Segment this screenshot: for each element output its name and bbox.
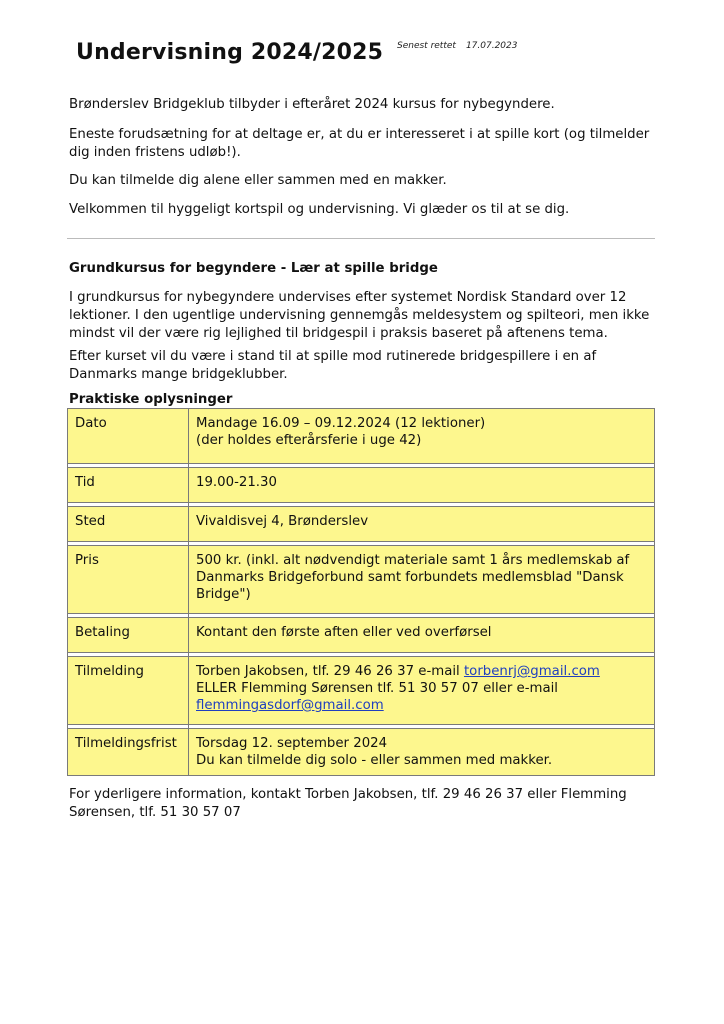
row-label: Tid — [68, 468, 189, 503]
course-paragraph-1: I grundkursus for nybegyndere undervises efter systemet Nordisk Standard over 12 lektioner. I den ugentlige undervisning gennemgås meldesystem og spilteori, men ikke mindst vil der være rig lejlighed til bridgespil i praksis baseret på aftenens tema. — [69, 290, 650, 341]
row-label: Betaling — [68, 618, 189, 653]
practical-heading: Praktiske oplysninger — [69, 392, 233, 407]
revised-note — [397, 41, 517, 51]
intro-paragraph-1: Brønderslev Bridgeklub tilbyder i efteråret 2024 kursus for nybegyndere. — [69, 97, 555, 112]
row-label: Pris — [68, 546, 189, 614]
email-link-torben[interactable]: torbenrj@gmail.com — [463, 664, 600, 679]
row-value — [189, 409, 655, 464]
table-row-pris — [68, 546, 655, 614]
table-row-frist — [68, 729, 655, 776]
row-label: Dato — [68, 409, 189, 464]
tilmelding-line-3 — [196, 697, 648, 714]
row-label: Sted — [68, 507, 189, 542]
frist-line-1: Torsdag 12. september 2024 — [196, 736, 388, 751]
table-row-sted — [68, 507, 655, 542]
row-value — [189, 729, 655, 776]
section-divider — [67, 238, 655, 239]
revised-label: Senest rettet — [397, 41, 456, 51]
email-link-flemming[interactable]: flemmingasdorf@gmail.com — [196, 698, 384, 713]
practical-info-table — [67, 408, 655, 776]
table-row-tilmelding — [68, 657, 655, 725]
intro-paragraph-2: Eneste forudsætning for at deltage er, at du er interesseret i at spille kort (og tilmelder dig inden fristens udløb!). — [69, 127, 650, 160]
intro-paragraph-3: Du kan tilmelde dig alene eller sammen med en makker. — [69, 173, 447, 188]
table-row-tid — [68, 468, 655, 503]
tilmelding-line-1 — [196, 663, 648, 680]
dato-line-2: (der holdes efterårsferie i uge 42) — [196, 433, 422, 448]
contact-torben: Torben Jakobsen, tlf. 29 46 26 37 e-mail — [196, 664, 464, 679]
intro-paragraph-4: Velkommen til hyggeligt kortspil og undervisning. Vi glæder os til at se dig. — [69, 202, 570, 217]
row-label: Tilmelding — [68, 657, 189, 725]
table-row-dato — [68, 409, 655, 464]
contact-flemming: ELLER Flemming Sørensen tlf. 51 30 57 07 eller e-mail — [196, 681, 558, 696]
row-label: Tilmeldingsfrist — [68, 729, 189, 776]
page-title: Undervisning 2024/2025 — [76, 40, 384, 65]
row-value: Kontant den første aften eller ved overførsel — [189, 618, 655, 653]
row-value: 19.00-21.30 — [189, 468, 655, 503]
row-value: Vivaldisvej 4, Brønderslev — [189, 507, 655, 542]
revised-date: 17.07.2023 — [465, 41, 518, 51]
row-value — [189, 657, 655, 725]
frist-line-2: Du kan tilmelde dig solo - eller sammen med makker. — [196, 753, 553, 768]
row-value: 500 kr. (inkl. alt nødvendigt materiale samt 1 års medlemskab af Danmarks Bridgeforbund samt forbundets medlemsblad "Dansk Bridge") — [189, 546, 655, 614]
course-paragraph-2: Efter kurset vil du være i stand til at spille mod rutinerede bridgespillere i en af Danmarks mange bridgeklubber. — [69, 349, 597, 382]
dato-line-1: Mandage 16.09 – 09.12.2024 (12 lektioner) — [196, 416, 486, 431]
footer-contact: For yderligere information, kontakt Torben Jakobsen, tlf. 29 46 26 37 eller Flemming Sørensen, tlf. 51 30 57 07 — [69, 787, 627, 820]
course-heading: Grundkursus for begyndere - Lær at spille bridge — [69, 261, 438, 276]
table-row-betaling — [68, 618, 655, 653]
